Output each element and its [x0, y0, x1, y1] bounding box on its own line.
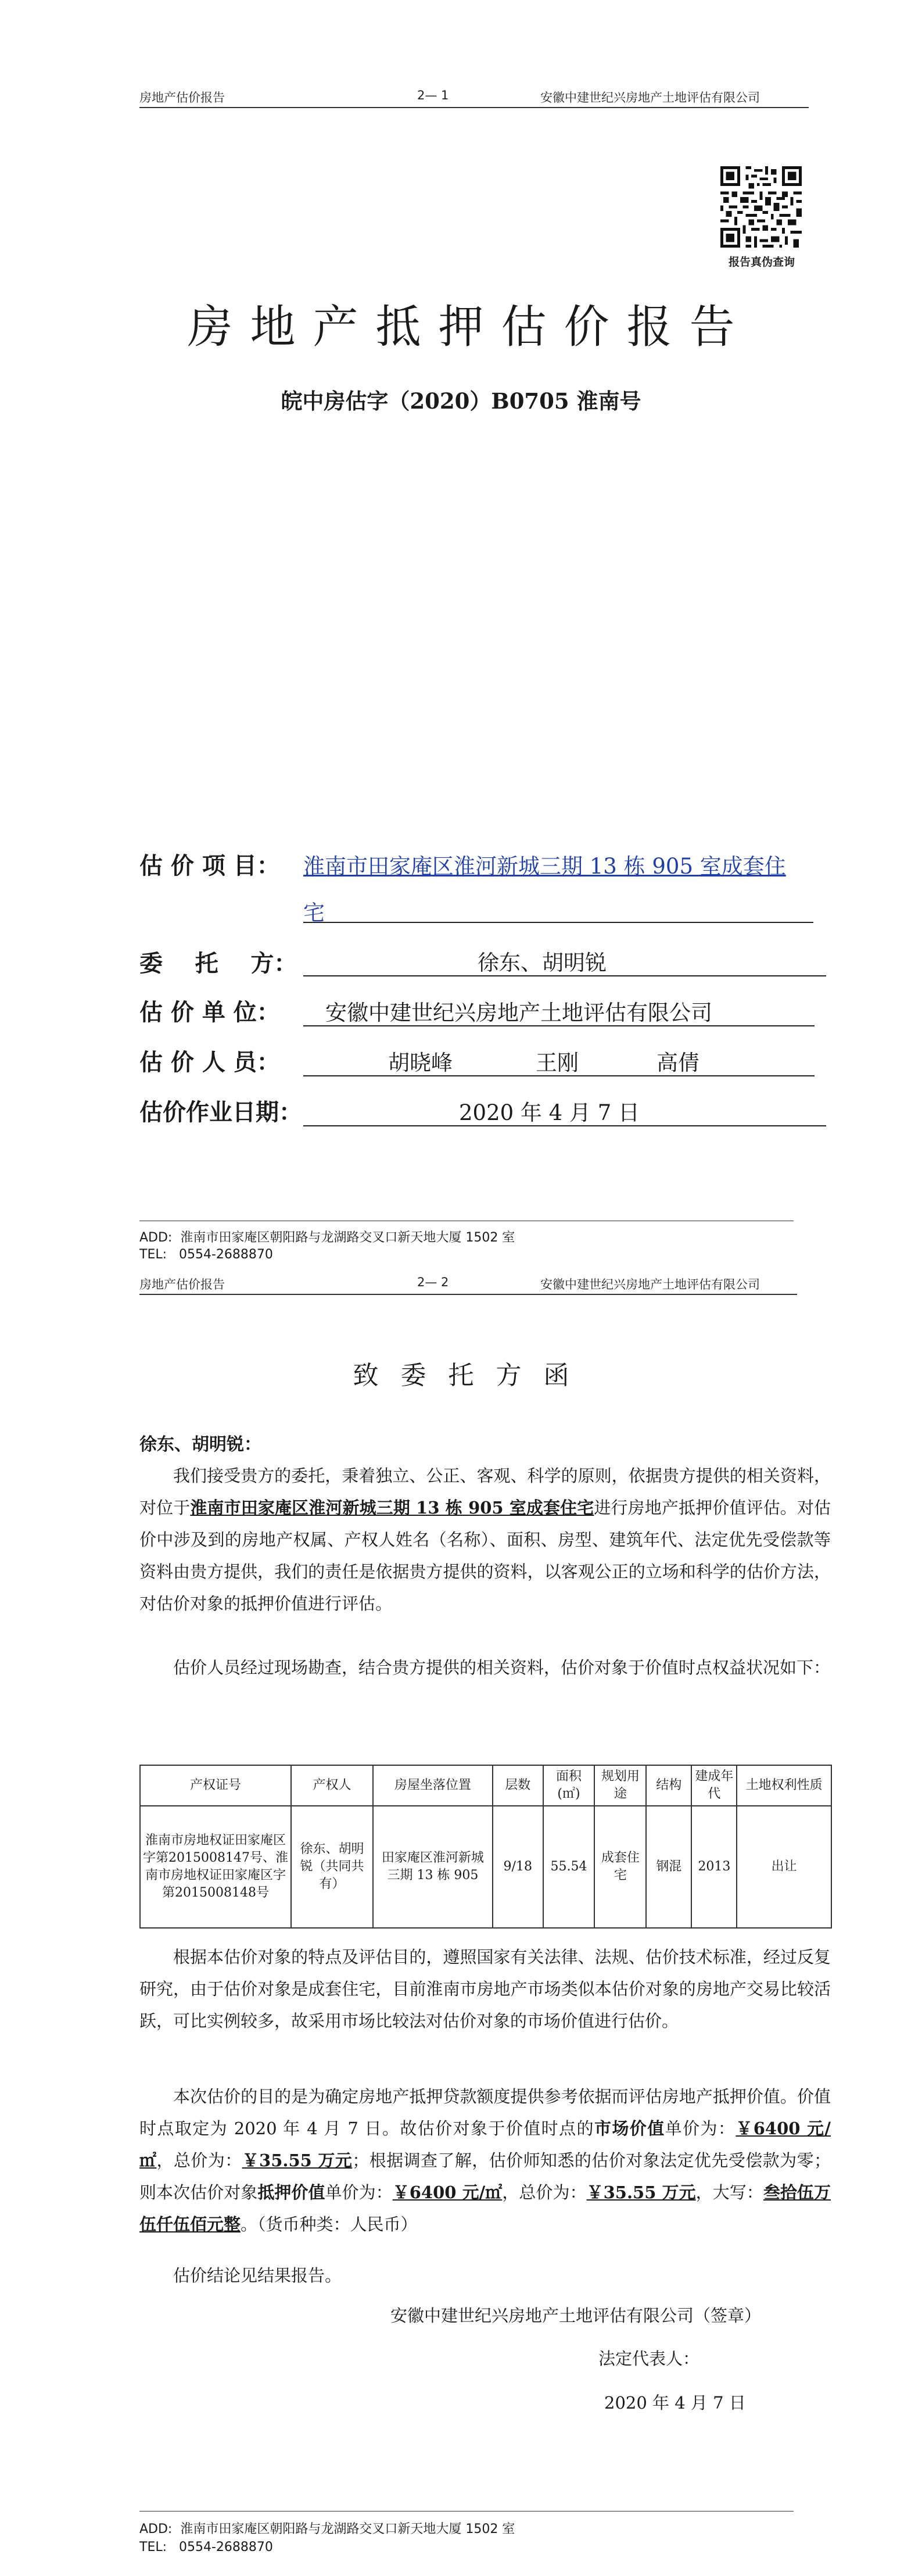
header-right: 安徽中建世纪兴房地产土地评估有限公司: [540, 1278, 760, 1291]
table-header-cell: 产权人: [291, 1765, 373, 1806]
signature-date: 2020 年 4 月 7 日: [604, 2393, 746, 2413]
appraiser-3: 高倩: [656, 1050, 699, 1075]
unit-label: 估 价 单 位：: [139, 999, 280, 1026]
header-page-number: 2— 1: [417, 88, 449, 102]
report-number: 皖中房估字（2020）B0705 淮南号: [281, 388, 641, 414]
paragraph-1: 我们接受贵方的委托，秉着独立、公正、客观、科学的原则，依据贵方提供的相关资料，对位于淮南市田家庵区淮河新城三期 13 栋 905 室成套住宅进行房地产抵押价值评估。对估价中涉及到的房地产权属、产权人姓名（名称）、面积、房型、建筑年代、法定优先受偿款等资料由贵方提供，我们的责任是依据贵方提供的资料，以客观公正的立场和科学的估价方法，对估价对象的抵押价值进行评估。: [139, 1466, 831, 1613]
qr-caption: 报告真伪查询: [728, 256, 795, 269]
table-cell: 出让: [737, 1806, 831, 1928]
table-header-cell: 面积(㎡): [543, 1765, 595, 1806]
table-cell: 田家庵区淮河新城三期 13 栋 905: [373, 1806, 493, 1928]
header-right: 安徽中建世纪兴房地产土地评估有限公司: [540, 91, 760, 105]
table-header-cell: 结构: [646, 1765, 691, 1806]
table-header-cell: 房屋坐落位置: [373, 1765, 493, 1806]
footer-address: ADD: 淮南市田家庵区朝阳路与龙湖路交叉口新天地大厦 1502 室: [139, 1230, 515, 1245]
table-header-cell: 建成年代: [691, 1765, 737, 1806]
report-title: 房地产抵押估价报告: [187, 301, 752, 353]
table-header-cell: 层数: [493, 1765, 543, 1806]
project-value-line1[interactable]: 淮南市田家庵区淮河新城三期 13 栋 905 室成套住: [303, 854, 786, 879]
salutation: 徐东、胡明锐：: [139, 1434, 261, 1455]
mortgage-total-price: ￥35.55 万元: [586, 2183, 696, 2202]
signature-representative: 法定代表人：: [598, 2349, 700, 2369]
project-underline: [303, 922, 813, 923]
paragraph-2: 估价人员经过现场勘查，结合贵方提供的相关资料，估价对象于价值时点权益状况如下：: [173, 1658, 831, 1677]
table-cell: 徐东、胡明锐（共同共有）: [291, 1806, 373, 1928]
table-header-cell: 规划用途: [594, 1765, 646, 1806]
appraisers-underline: [303, 1075, 815, 1076]
table-cell: 55.54: [543, 1806, 595, 1928]
appraisers-label: 估 价 人 员：: [139, 1049, 280, 1076]
table-header-row: [140, 1765, 831, 1806]
amount-in-words: 叁拾伍万伍仟伍佰元整: [139, 2183, 831, 2234]
paragraph-4: 本次估价的目的是为确定房地产抵押贷款额度提供参考依据而评估房地产抵押价值。价值时点取定为 2020 年 4 月 7 日。故估价对象于价值时点的市场价值单价为：￥6400 元/㎡，总价为：￥35.55 万元；根据调查了解，估价师知悉的估价对象法定优先受偿款为零；则本次估价对象抵押价值单价为：￥6400 元/㎡，总价为：￥35.55 万元，大写：叁拾伍万伍仟伍佰元整。（货币种类：人民币）: [139, 2087, 831, 2234]
table-header-cell: 产权证号: [140, 1765, 291, 1806]
project-label: 估 价 项 目：: [139, 852, 280, 879]
table-header-cell: 土地权利性质: [737, 1765, 831, 1806]
table-row: [140, 1806, 831, 1928]
footer-tel: TEL: 0554-2688870: [139, 1247, 273, 1262]
unit-underline: [303, 1025, 815, 1026]
property-address: 淮南市田家庵区淮河新城三期 13 栋 905 室成套住宅: [190, 1498, 594, 1518]
client-value: 徐东、胡明锐: [478, 950, 607, 975]
header-rule: [139, 107, 809, 108]
table-cell: 2013: [691, 1806, 737, 1928]
header-left: 房地产估价报告: [139, 1278, 225, 1291]
table-cell: 9/18: [493, 1806, 543, 1928]
appraiser-2: 王刚: [536, 1050, 579, 1075]
property-summary-table: [139, 1765, 832, 1929]
table-cell: 成套住宅: [594, 1806, 646, 1928]
market-total-price: ￥35.55 万元: [242, 2151, 353, 2170]
table-cell: 钢混: [646, 1806, 691, 1928]
date-label: 估价作业日期：: [139, 1099, 302, 1126]
mortgage-unit-price: ￥6400 元/㎡: [392, 2183, 503, 2202]
table-cell: 淮南市房地权证田家庵区字第2015008147号、淮南市房地权证田家庵区字第2015008148号: [140, 1806, 291, 1928]
header-page-number: 2— 2: [417, 1275, 449, 1289]
qr-code-icon[interactable]: [720, 166, 802, 248]
market-unit-price: ￥6400 元/㎡: [139, 2119, 831, 2170]
signature-company: 安徽中建世纪兴房地产土地评估有限公司（签章）: [390, 2306, 762, 2325]
date-underline: [303, 1125, 826, 1126]
client-underline: [303, 975, 826, 976]
appraiser-1: 胡晓峰: [388, 1050, 453, 1075]
project-value-line2[interactable]: 宅: [303, 900, 325, 925]
client-label: 委 托 方：: [139, 950, 297, 977]
paragraph-3: 根据本估价对象的特点及评估目的，遵照国家有关法律、法规、估价技术标准，经过反复研究，由于估价对象是成套住宅，目前淮南市房地产市场类似本估价对象的房地产交易比较活跃，可比实例较多，故采用市场比较法对估价对象的市场价值进行估价。: [139, 1947, 831, 2031]
header-left: 房地产估价报告: [139, 91, 225, 105]
unit-value: 安徽中建世纪兴房地产土地评估有限公司: [325, 1000, 712, 1025]
letter-title: 致委托方函: [353, 1361, 591, 1390]
footer-tel: TEL: 0554-2688870: [139, 2540, 273, 2554]
header-rule: [139, 1294, 797, 1295]
date-value: 2020 年 4 月 7 日: [459, 1100, 640, 1125]
footer-address: ADD: 淮南市田家庵区朝阳路与龙湖路交叉口新天地大厦 1502 室: [139, 2522, 515, 2536]
paragraph-5: 估价结论见结果报告。: [173, 2266, 342, 2285]
